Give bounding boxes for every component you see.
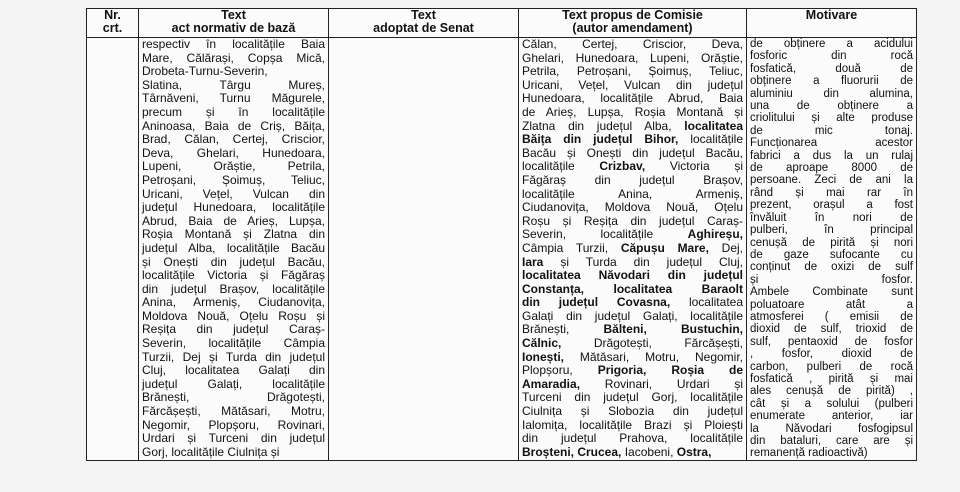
amendment-text: Turceni din județul Gorj, localitățile <box>522 390 743 405</box>
motivare-line: cenușă de pirită și nori <box>750 236 913 249</box>
amendment-line <box>522 120 743 134</box>
amendment-added-text: Bustuchin, <box>680 322 743 337</box>
amendment-text: de Arieș, Lupșa, Roșia Montană și <box>522 104 743 119</box>
motivare-line: aluminiu din alumina, <box>750 87 913 100</box>
amendment-added-text: Aghireșu, <box>687 227 743 242</box>
motivare-line: una de obținere a <box>750 100 913 113</box>
amendment-line <box>522 242 743 256</box>
motivare-line: , fosfor, dioxid de <box>750 348 913 361</box>
amendment-line <box>522 378 743 392</box>
header-text-propus-comisie: Text propus de Comisie (autor amendament) <box>519 9 747 38</box>
text-line: Severin, localitățile Câmpia <box>142 336 325 351</box>
amendment-line <box>522 337 743 351</box>
motivare-line: sulf, pentaoxid de fosfor <box>750 335 913 348</box>
amendment-line <box>522 419 743 433</box>
amendment-text: Ciudanovița, Moldova Nouă, Oțelu <box>522 200 743 215</box>
motivare-line: fosfatică, două de <box>750 62 913 75</box>
motivare-line: fosfatică , pirită și mai <box>750 372 913 385</box>
amendment-text: Uricani, Vețel, Vulcan din județul <box>522 77 743 92</box>
amendment-line <box>522 106 743 120</box>
motivare-line: pulberi, în principal <box>750 224 913 237</box>
cell-nr-crt <box>87 38 139 461</box>
text-line: Urdari și Turceni din județul <box>142 431 325 446</box>
text-line: Moldova Nouă, Oțelu Roșu și <box>142 308 325 323</box>
motivare-line: enumerate anterior, iar <box>750 410 913 423</box>
amendment-line <box>522 174 743 188</box>
amendment-text: Bacău și Onești din județul Bacău, <box>522 145 743 160</box>
amendment-added-text: Băița din județul Bihor, <box>522 132 679 147</box>
text-line: Deva, Ghelari, Hunedoara, <box>142 145 325 160</box>
header-nr-crt: Nr. crt. <box>87 9 139 38</box>
amendment-line <box>522 364 743 378</box>
text-line: Abrud, Baia de Arieș, Lupșa, <box>142 213 325 228</box>
motivare-line: poluatoare atât a <box>750 298 913 311</box>
amendment-added-text: Broșteni, Crucea, <box>522 444 622 459</box>
amendment-text: Ialomița, localitățile Brazi și Ploiești <box>522 417 743 432</box>
amendment-text: Roșu și Reșița din județul Caraș- <box>522 213 743 228</box>
amendment-text: Rovinari, Urdari și <box>580 376 743 391</box>
table-header-row <box>87 9 917 38</box>
amendment-line <box>522 52 743 66</box>
motivare-line: la Năvodari fosfogipsul <box>750 422 913 435</box>
amendment-text: Drăgotești, Fărcășești, <box>561 336 743 351</box>
amendment-line <box>522 147 743 161</box>
amendment-text: Galați din județul Galați, localitățile <box>522 308 743 323</box>
motivare-line: Ambele Combinate sunt <box>750 286 913 299</box>
motivare-line: de obținere a acidului <box>750 38 913 50</box>
amendment-added-text: Bălteni, <box>603 322 647 337</box>
amendment-line <box>522 133 743 147</box>
amendments-table <box>86 8 917 461</box>
text-line: județul Galați, localitățile <box>142 376 325 391</box>
header-motivare: Motivare <box>747 9 917 38</box>
motivare-line: Funcționarea acestor <box>750 137 913 150</box>
amendment-line <box>522 256 743 270</box>
cell-text-adoptat-senat <box>329 38 519 461</box>
amendment-text: Făgăraș din județul Brașov, <box>522 172 743 187</box>
amendment-added-text: Ostra, <box>676 444 712 459</box>
motivare-line: prezent, orașul a fost <box>750 199 913 212</box>
amendment-text: Călan, Certej, Criscior, Deva, <box>522 37 743 51</box>
motivare-line: fabrici a dus la un rulaj <box>750 149 913 162</box>
motivare-line: dioxid de sulf, trioxid de <box>750 323 913 336</box>
amendment-added-text: Prigoria, Roșia de <box>597 363 744 378</box>
amendment-line <box>522 79 743 93</box>
text-line: Lupeni, Orăștie, Petrila, <box>142 159 325 174</box>
text-line: localitățile Victoria și Făgăraș <box>142 268 325 283</box>
amendment-added-text: Crizbav, <box>599 159 646 174</box>
amendment-added-text: Căpușu Mare, <box>620 240 709 255</box>
amendment-line <box>522 405 743 419</box>
motivare-line: de gaze sufocante cu <box>750 248 913 261</box>
amendment-text: localitățile <box>678 132 744 147</box>
amendment-text: Câmpia Turzii, <box>522 240 621 255</box>
amendment-line <box>522 188 743 202</box>
text-line: Negomir, Plopșoru, Rovinari, <box>142 417 325 432</box>
amendment-text: Ciulnița și Slobozia din județul <box>522 404 743 419</box>
motivare-line: și fosfor. <box>750 273 913 286</box>
amendment-text: Severin, localitățile <box>522 227 688 242</box>
motivare-line: ales cenușă de pirită) , <box>750 385 913 398</box>
amendment-text: Mătăsari, Motru, Negomir, <box>564 349 743 364</box>
amendment-line <box>522 201 743 215</box>
amendment-line <box>522 391 743 405</box>
amendment-added-text: Amaradia, <box>522 376 581 391</box>
amendment-text: din județul Prahova, localitățile <box>522 431 743 446</box>
motivare-line: de mic tonaj. <box>750 124 913 137</box>
motivare-line: învăluit în nori de <box>750 211 913 224</box>
amendment-line <box>522 446 743 460</box>
amendment-text: și Turda din județul Cluj, <box>543 254 743 269</box>
motivare-line: fosforic din rocă <box>750 50 913 63</box>
amendment-line <box>522 432 743 446</box>
cell-motivare <box>747 38 917 461</box>
text-line: Brad, Călan, Certej, Criscior, <box>142 132 325 147</box>
amendment-line <box>522 351 743 365</box>
cell-text-act-normativ <box>139 38 329 461</box>
text-line: Târnăveni, Turnu Măgurele, <box>142 91 325 106</box>
text-line: Petroșani, Șoimuș, Teliuc, <box>142 172 325 187</box>
text-line: Anina, Armeniș, Ciudanovița, <box>142 295 325 310</box>
motivare-line: carbon, pulberi de rocă <box>750 360 913 373</box>
motivare-line: cât și a solului (pulberi <box>750 397 913 410</box>
header-text-adoptat-senat: Text adoptat de Senat <box>329 9 519 38</box>
text-line: Turzii, Dej și Turda din județul <box>142 349 325 364</box>
motivare-line: din bataluri, care are și <box>750 435 913 447</box>
amendment-text: localitățile <box>522 159 600 174</box>
text-line: Mare, Călărași, Copșa Mică, <box>142 50 325 65</box>
amendment-added-text: localitatea <box>684 118 743 133</box>
motivare-line: persoane. Zeci de ani la <box>750 174 913 187</box>
amendment-line <box>522 269 743 283</box>
amendment-text <box>647 322 681 336</box>
amendment-text: Ghelari, Hunedoara, Lupeni, Orăștie, <box>522 50 743 65</box>
amendment-added-text: Iara <box>522 254 544 269</box>
text-line: și Onești din județul Bacău, <box>142 254 325 269</box>
text-line: Slatina, Târgu Mureș, <box>142 77 325 92</box>
text-line: Reșița din județul Caraș- <box>142 322 325 337</box>
motivare-line: rând și mai rar în <box>750 186 913 199</box>
amendment-line <box>522 38 743 52</box>
amendment-line <box>522 323 743 337</box>
amendment-line <box>522 215 743 229</box>
motivare-line: de aproape 8000 de <box>750 162 913 175</box>
motivare-line: obținere a fluorurii de <box>750 75 913 88</box>
text-line: Aninoasa, Baia de Criș, Băița, <box>142 118 325 133</box>
amendment-text: Hunedoara, localitățile Abrud, Baia <box>522 91 743 106</box>
amendment-line <box>522 296 743 310</box>
text-line: județul Hunedoara, localitățile <box>142 200 325 215</box>
header-text-act-normativ: Text act normativ de bază <box>139 9 329 38</box>
amendment-added-text: din județul Covasna, <box>522 295 671 310</box>
motivare-line: conținut de oxizi de sulf <box>750 261 913 274</box>
amendment-text: Petrila, Petroșani, Șoimuș, Teliuc, <box>522 64 743 79</box>
amendment-line <box>522 65 743 79</box>
text-line: Roșia Montană și Zlatna din <box>142 227 325 242</box>
amendment-line <box>522 310 743 324</box>
amendment-line <box>522 228 743 242</box>
amendment-text: Dej, <box>708 240 743 255</box>
table-row <box>87 38 917 461</box>
amendment-text: Brănești, <box>522 322 604 337</box>
text-line: Gorj, localitățile Ciulnița și <box>142 444 280 459</box>
text-line: județul Alba, localitățile Bacău <box>142 240 325 255</box>
amendment-line <box>522 160 743 174</box>
text-line: Uricani, Vețel, Vulcan din <box>142 186 325 201</box>
motivare-line: remanență radioactivă) <box>750 447 868 460</box>
amendment-text: Victoria și <box>645 159 743 174</box>
amendment-added-text: Călnic, <box>522 336 562 351</box>
text-line: respectiv în localitățile Baia <box>142 37 325 51</box>
text-line: Cluj, localitatea Galați din <box>142 363 325 378</box>
cell-text-propus-comisie <box>519 38 747 461</box>
amendment-text: Plopșoru, <box>522 363 598 378</box>
amendment-added-text: Constanța, localitatea Baraolt <box>522 281 743 296</box>
amendment-added-text: Ionești, <box>522 349 565 364</box>
amendment-text: Zlatna din județul Alba, <box>522 118 685 133</box>
text-line: precum și în localitățile <box>142 104 325 119</box>
text-line: Brănești, Drăgotești, <box>142 390 325 405</box>
amendment-line <box>522 92 743 106</box>
amendment-text: Iacobeni, <box>621 444 677 459</box>
text-line: Drobeta-Turnu-Severin, <box>142 64 268 79</box>
amendment-text: localitatea <box>670 295 743 310</box>
text-line: din județul Brașov, localitățile <box>142 281 325 296</box>
amendment-text: localitățile Anina, Armeniș, <box>522 186 743 201</box>
motivare-line: criolitului și alte produse <box>750 112 913 125</box>
amendment-line <box>522 283 743 297</box>
text-line: Fărcășești, Mătăsari, Motru, <box>142 404 325 419</box>
motivare-line: atmosferei ( emisii de <box>750 310 913 323</box>
amendment-added-text: localitatea Năvodari din județul <box>522 268 743 283</box>
